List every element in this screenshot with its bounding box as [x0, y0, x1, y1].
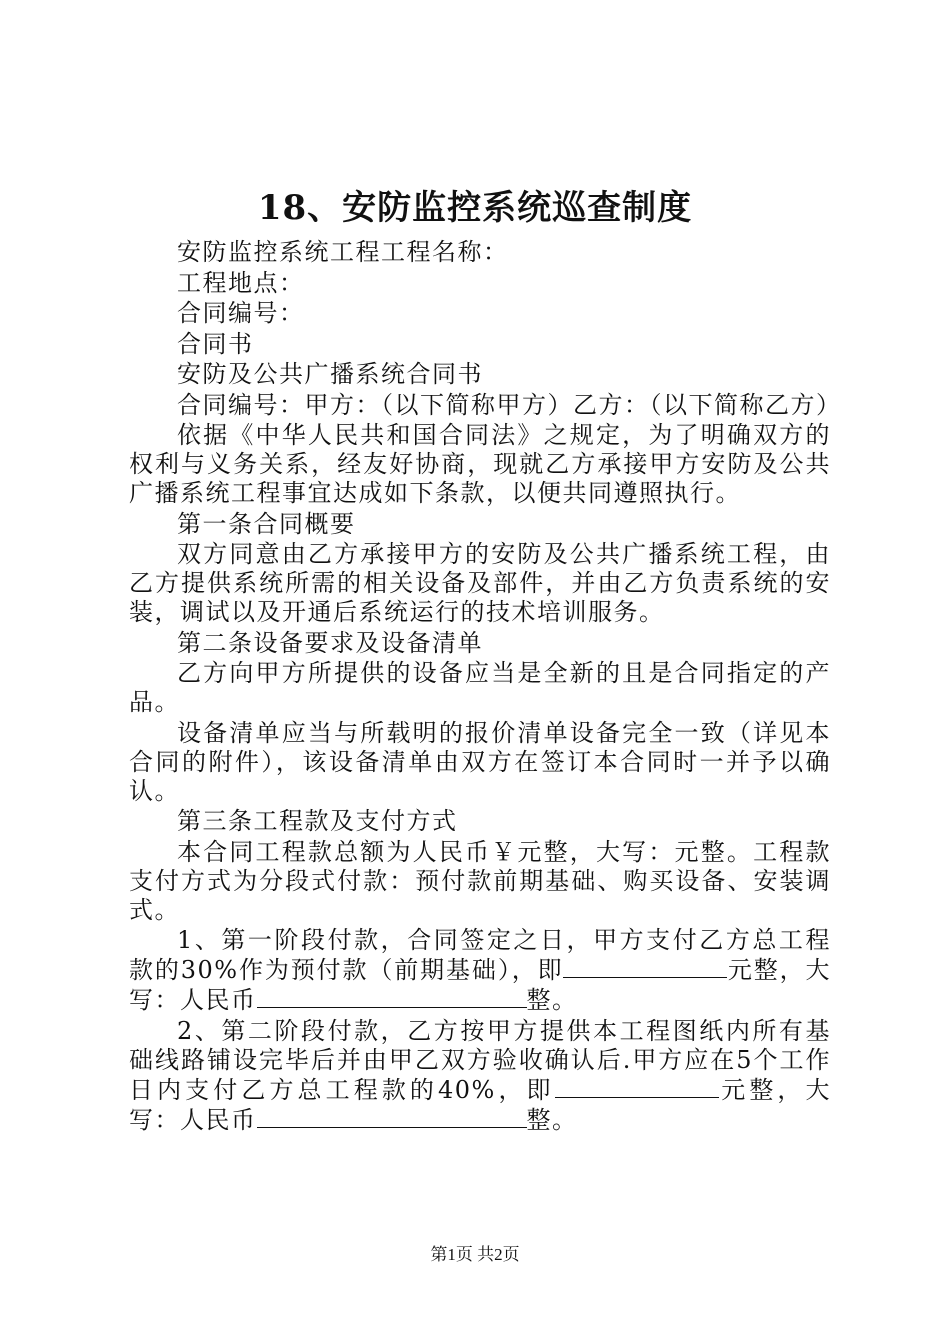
paragraph: 安防监控系统工程工程名称： — [177, 238, 509, 266]
paragraph: 乙方向甲方所提供的设备应当是全新的且是合同指定的产品。 — [129, 659, 831, 716]
fill-in-blank — [555, 1075, 719, 1098]
payment-text: 整。 — [526, 986, 578, 1014]
paragraph: 双方同意由乙方承接甲方的安防及公共广播系统工程，由乙方提供系统所需的相关设备及部件，并由乙方负责系统的安装，调试以及开通后系统运行的技术培训服务。 — [129, 540, 831, 626]
payment-text: 2、第二阶段付款，乙方按甲方提供本工程图纸内所有基础线路铺设完毕后并由甲乙双方验收确认后.甲方应在5个工作日内支付乙方总工程款的40%，即 — [129, 1016, 831, 1104]
paragraph: 合同编号： — [177, 299, 305, 327]
page-footer: 第1页 共2页 — [430, 1245, 520, 1264]
payment-text: 整。 — [526, 1105, 578, 1134]
paragraph: 合同编号：甲方：（以下简称甲方）乙方：（以下简称乙方） — [177, 390, 842, 419]
section-heading: 第三条工程款及支付方式 — [177, 807, 458, 835]
paragraph: 合同书 — [177, 329, 254, 358]
payment-text: 元整，大写：人民币 — [129, 956, 831, 1014]
payment-clause-2 — [129, 1017, 831, 1135]
paragraph: 工程地点： — [177, 268, 305, 297]
section-heading: 第二条设备要求及设备清单 — [177, 628, 483, 657]
payment-text: 元整，大写：人民币 — [129, 1075, 832, 1134]
paragraph: 本合同工程款总额为人民币￥元整，大写：元整。工程款支付方式为分段式付款：预付款前期基础、购买设备、安装调式。 — [129, 837, 831, 924]
document-title: 18、安防监控系统巡查制度 — [257, 188, 693, 228]
section-heading: 第一条合同概要 — [177, 509, 356, 538]
fill-in-blank — [257, 1105, 527, 1128]
paragraph: 依据《中华人民共和国合同法》之规定，为了明确双方的权利与义务关系，经友好协商，现就乙方承接甲方安防及公共广播系统工程事宜达成如下条款，以便共同遵照执行。 — [129, 421, 831, 507]
payment-clause-1 — [129, 926, 831, 1015]
fill-in-blank — [563, 955, 727, 978]
fill-in-blank — [257, 985, 527, 1008]
paragraph: 安防及公共广播系统合同书 — [177, 360, 483, 388]
payment-text: 1、第一阶段付款，合同签定之日，甲方支付乙方总工程款的30%作为预付款（前期基础），即 — [129, 926, 831, 984]
paragraph: 设备清单应当与所载明的报价清单设备完全一致（详见本合同的附件），该设备清单由双方在签订本合同时一并予以确认。 — [129, 718, 831, 805]
document-body — [129, 238, 842, 1136]
